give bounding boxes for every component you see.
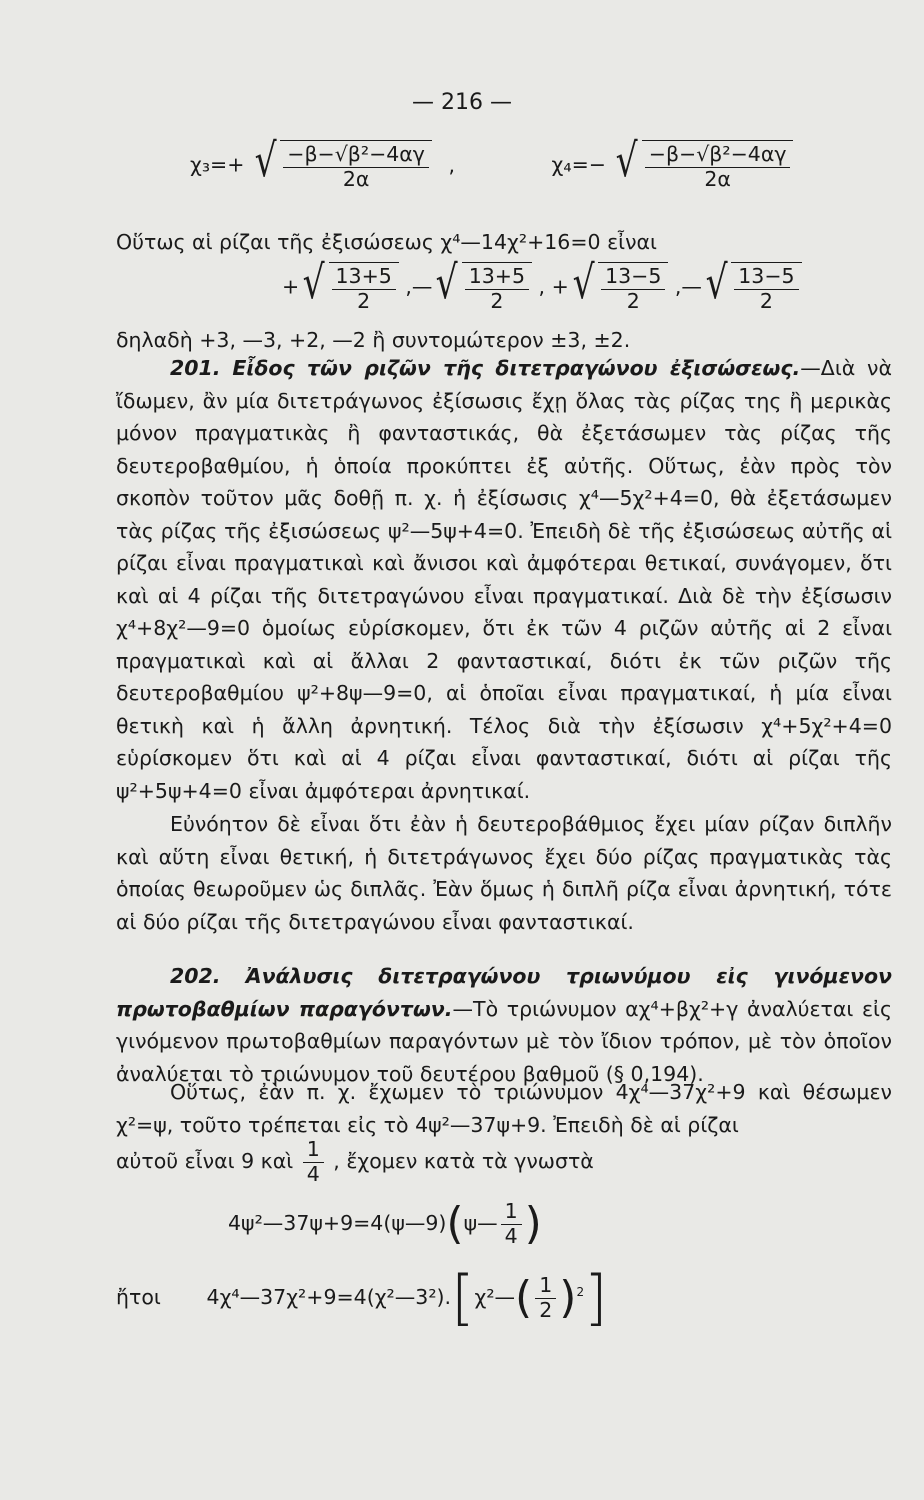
eq2-num: 1	[535, 1274, 556, 1299]
frac-one-den: 4	[306, 1161, 320, 1186]
paragraph-roots-values: δηλαδὴ +3, —3, +2, —2 ἢ συντομώτερον ±3, ±2.	[116, 328, 631, 352]
equation-factorization-chi: ἤτοι 4χ⁴—37χ²+9=4(χ²—3²).[χ²—( $\frac{1}{2}$ )$^2$]	[116, 1263, 608, 1333]
eq2-exponent: 2	[576, 1285, 585, 1300]
root3-num: 13−5	[601, 265, 665, 290]
eq2-den: 2	[539, 1297, 553, 1322]
example-roots-line: + √ $\frac{13+5}{2}$ ,— √ $\frac{13+5}{2}$ , + √ $\frac{13-5}{2}$ ,— √ $\frac{13-5}{2}$	[282, 262, 802, 313]
section-202	[116, 960, 892, 1090]
x4-label: χ₄=−	[551, 152, 606, 177]
roots-text-b: , ἔχομεν κατὰ τὰ γνωστὰ	[333, 1149, 594, 1174]
paragraph-example	[116, 1076, 892, 1141]
equation-factorization-psi: 4ψ²—37ψ+9=4(ψ—9)(ψ— $\frac{1}{4}$ )	[228, 1198, 542, 1250]
roots-formula-line: χ₃=+ √ $\frac{\text{−β−√β²−4αγ}}{2\alpha}$ , χ₄=− √ $\frac{\text{−β−√β²−4αγ}}{2\alpha}$	[190, 140, 793, 191]
section-201-number: 201.	[170, 356, 221, 380]
paragraph-double-root-text: Εὐνόητον δὲ εἶναι ὅτι ἐὰν ἡ δευτεροβάθμιος ἔχει μίαν ρίζαν διπλῆν καὶ αὕτη εἶναι θετική, ἡ διτετράγωνος ἔχει δύο ρίζας πραγματικὰς τὰς ὁποίας θεωροῦμεν ὡς διπλᾶς. Ἐὰν ὅμως ἡ διπλῆ ρίζα εἶναι ἀρνητική, τότε αἱ δύο ρίζαι τῆς διτετραγώνου εἶναι φανταστικαί.	[116, 812, 892, 934]
x4-numerator: −β−√β²−4αγ	[645, 143, 791, 168]
eq1-left: 4ψ²—37ψ+9=4(ψ—9)	[228, 1211, 447, 1236]
root2-num: 13+5	[465, 265, 529, 290]
roots-text-a: αὐτοῦ εἶναι 9 καὶ	[116, 1149, 294, 1174]
eq2-inner: χ²—	[474, 1285, 516, 1309]
x4-radical: √ $\frac{\text{−β−√β²−4αγ}}{2\alpha}$	[612, 140, 793, 191]
section-201-title: Εἶδος τῶν ριζῶν τῆς διτετραγώνου ἐξισώσεως.	[232, 356, 801, 380]
eq1-inner: ψ—	[463, 1211, 498, 1236]
frac-one-num: 1	[303, 1138, 324, 1163]
section-201	[116, 352, 892, 807]
root2-den: 2	[490, 288, 504, 313]
paragraph-double-root	[116, 808, 892, 938]
section-201-body: —Διὰ νὰ ἴδωμεν, ἂν μία διτετράγωνος ἐξίσωσις ἔχῃ ὅλας τὰς ρίζας της ἢ μερικὰς μόνον πραγματικὰς ἢ φανταστικάς, θὰ ἐξετάσωμεν τὰς ρίζας τῆς δευτεροβαθμίου, ἡ ὁποία προκύπτει ἐξ αὐτῆς. Οὕτως, ἐὰν πρὸς τὸν σκοπὸν τοῦτον μᾶς δοθῇ π. χ. ἡ ἐξίσωσις χ⁴—5χ²+4=0, θὰ ἐξετάσωμεν τὰς ρίζας τῆς ἐξισώσεως ψ²—5ψ+4=0. Ἐπειδὴ δὲ τῆς ἐξισώσεως αὐτῆς αἱ ρίζαι εἶναι πραγματικαὶ καὶ ἄνισοι καὶ ἀμφότεραι θετικαί, συνάγομεν, ὅτι καὶ αἱ 4 ρίζαι τῆς διτετραγώνου εἶναι πραγματικαί. Διὰ δὲ τὴν ἐξίσωσιν χ⁴+8χ²—9=0 ὁμοίως εὑρίσκομεν, ὅτι ἐκ τῶν 4 ριζῶν αὐτῆς αἱ 2 εἶναι πραγματικαὶ καὶ αἱ ἄλλαι 2 φανταστικαί, διότι ἐκ τῶν ριζῶν τῆς δευτεροβαθμίου ψ²+8ψ—9=0, αἱ ὁποῖαι εἶναι πραγματικαί, ἡ μία εἶναι θετικὴ καὶ ἡ ἄλλη ἀρνητική. Τέλος διὰ τὴν ἐξίσωσιν χ⁴+5χ²+4=0 εὑρίσκομεν ὅτι καὶ αἱ 4 ρίζαι εἶναι φανταστικαί, διότι αἱ ρίζαι τῆς ψ²+5ψ+4=0 εἶναι ἀμφότεραι ἀρνητικαί.	[116, 356, 892, 803]
root1-num: 13+5	[332, 265, 396, 290]
x4-denominator: 2α	[704, 166, 731, 191]
page-number: — 216 —	[412, 90, 512, 115]
section-202-number: 202.	[170, 964, 221, 988]
root1-den: 2	[357, 288, 371, 313]
eq2-left: 4χ⁴—37χ²+9=4(χ²—3²).	[206, 1285, 452, 1309]
root4-den: 2	[759, 288, 773, 313]
x3-denominator: 2α	[342, 166, 370, 191]
x3-radical: √ $\frac{\text{−β−√β²−4αγ}}{2\alpha}$	[251, 140, 432, 191]
x3-label: χ₃=+	[190, 152, 245, 177]
eq2-label: ἤτοι	[116, 1285, 161, 1309]
paragraph-example-text: Οὕτως, ἐὰν π. χ. ἔχωμεν τὸ τριώνυμον 4χ⁴—37χ²+9 καὶ θέσωμεν χ²=ψ, τοῦτο τρέπεται εἰς τὸ 4ψ²—37ψ+9. Ἐπειδὴ δὲ αἱ ρίζαι	[116, 1080, 892, 1137]
section-202-body: —Τὸ τριώνυμον αχ⁴+βχ²+γ ἀναλύεται εἰς γινόμενον πρωτοβαθμίων παραγόντων μὲ τὸν ἴδιον τρόπον, μὲ τὸν ὁποῖον ἀναλύεται τὸ τριώνυμον τοῦ δευτέρου βαθμοῦ (§ 0,194).	[116, 996, 893, 1086]
paragraph-roots-intro: Οὕτως αἱ ρίζαι τῆς ἐξισώσεως χ⁴—14χ²+16=0 εἶναι	[116, 230, 657, 254]
root3-den: 2	[626, 288, 640, 313]
paragraph-roots-of-trinomial	[116, 1138, 594, 1186]
eq1-num: 1	[501, 1200, 522, 1225]
x3-numerator: −β−√β²−4αγ	[283, 143, 429, 168]
root4-num: 13−5	[734, 265, 798, 290]
section-202-title: Ἀνάλυσις διτετραγώνου τριωνύμου εἰς γινόμενον πρωτοβαθμίων παραγόντων.	[116, 964, 892, 1021]
eq1-den: 4	[504, 1223, 518, 1248]
